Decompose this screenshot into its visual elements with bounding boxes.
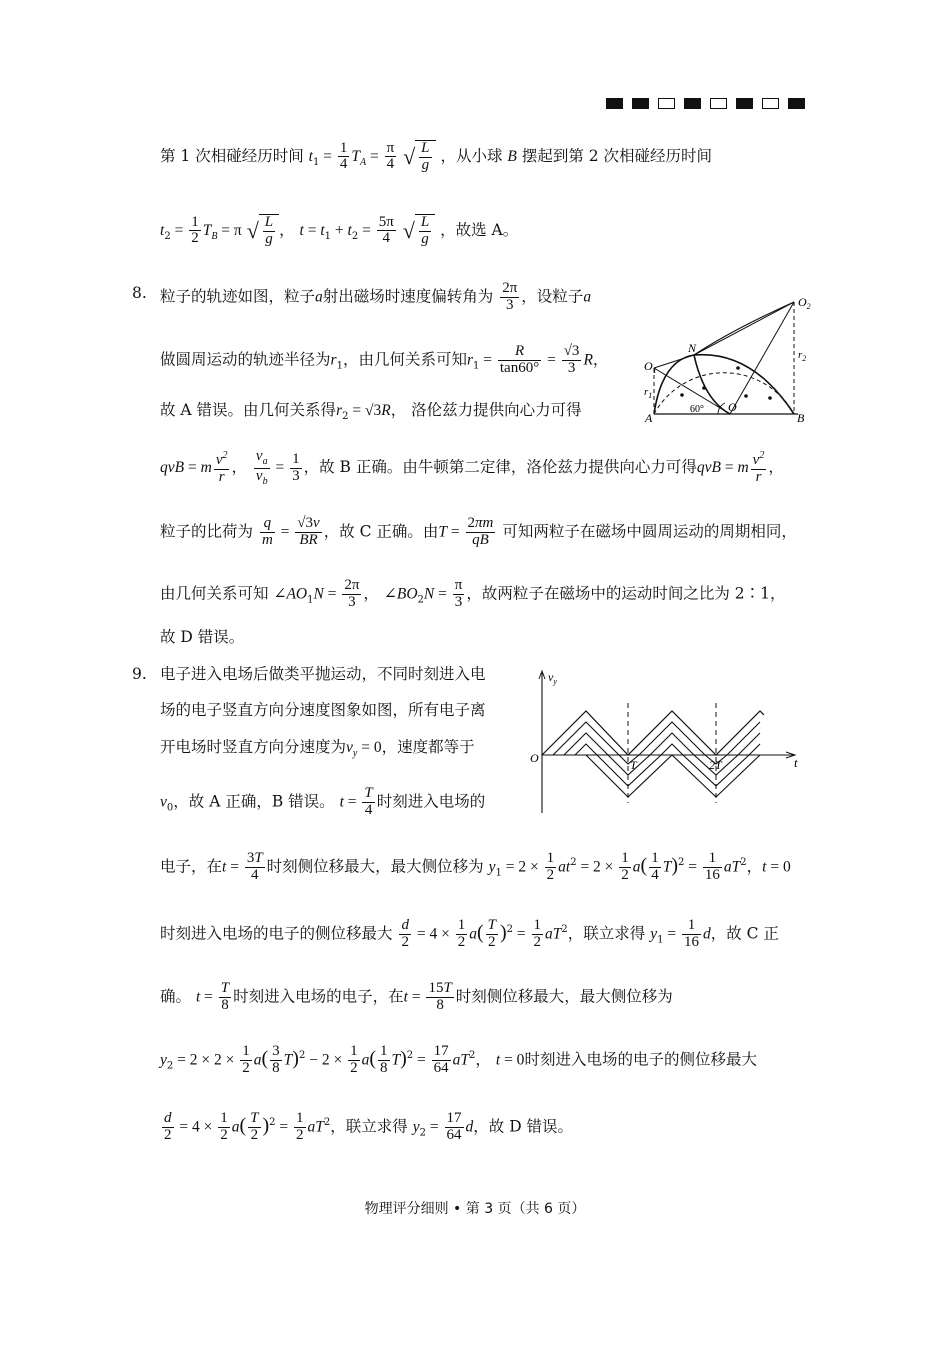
vy-graph — [528, 663, 808, 823]
svg-text:t: t — [794, 755, 798, 770]
text: 射出磁场时速度偏转角为 — [322, 287, 494, 306]
q9-line2: 场的电子竖直方向分速度图象如图，所有电子离 — [160, 701, 486, 719]
svg-text:r2: $r_2$ — [798, 349, 807, 363]
svg-text:r1: $r_1$ — [644, 386, 653, 400]
text: ，联立求得 — [567, 924, 646, 943]
text: 粒子的比荷为 — [160, 522, 254, 541]
text: ， — [475, 1050, 491, 1069]
text: ，故 D 错误。 — [473, 1117, 574, 1136]
svg-text:60°: 60° — [690, 404, 704, 415]
text: 时刻进入电场的电子的侧位移最大 — [524, 1050, 757, 1069]
q9-line4: $v_0$，故 A 正确，B 错误。 t = $\frac{T}{4}$ 时刻进入电场的 — [160, 785, 486, 818]
text: 时刻进入电场的电子，在 — [233, 987, 404, 1006]
text: 第 1 次相碰经历时间 — [160, 146, 304, 165]
text: 时刻进入电场的电子的侧位移最大 — [160, 924, 393, 943]
svg-text:O1: $O_1$ — [644, 359, 657, 375]
svg-text:O: O — [530, 751, 539, 765]
header-mark — [658, 98, 675, 109]
text: 电子，在 — [160, 857, 223, 876]
q8-line7: 故 D 错误。 — [160, 628, 245, 646]
svg-text:vy: $v_y$ — [548, 670, 557, 686]
text: 开电场时竖直方向分速度为 — [160, 738, 347, 756]
p7-line1: 第 1 次相碰经历时间 $t_1$ = $\frac{1}{4}$ $T_A$ = $\frac{\pi}{4}$ √ $\frac{L}{g}$ ，从小球 B 摆起到第 2 次相碰经历时间 — [160, 139, 713, 173]
svg-text:B: B — [797, 411, 805, 425]
header-mark — [762, 98, 779, 109]
svg-text:O2: $O_2$ — [798, 295, 811, 311]
text: ，由几何关系可知 — [342, 350, 467, 369]
q9-line8: $y_2 = 2 \times 2$ × $\frac{1}{2}$ a( $\frac{3}{8}$ T)$^2$ − 2 × $\frac{1}{2}$ a( $\frac{1}{8}$ T)$^2$ = $\frac{17}{64}$ $aT^2$， t = 0时刻进入电场的电子的侧位移最大 — [160, 1043, 757, 1076]
text: ，故 C 正 — [710, 924, 779, 943]
text: ，故 B 正确。由牛顿第二定律，洛伦兹力提供向心力可得 — [303, 458, 697, 476]
q8-line4: qvB = m $\frac{v^2}{r}$ ， $\frac{v_a}{v_b}$ = $\frac{1}{3}$ ，故 B 正确。由牛顿第二定律，洛伦兹力提供向心力可得qvB = m $\frac{v^2}{r}$ ， — [160, 448, 784, 487]
header-mark — [788, 98, 805, 109]
q9-line3: 开电场时竖直方向分速度为$v_y = 0$，速度都等于 — [160, 738, 475, 760]
q9-line6: 时刻进入电场的电子的侧位移最大 $\frac{d}{2}$ = 4 × $\frac{1}{2}$ a( $\frac{T}{2}$ )$^2$ = $\frac{1}{2}$ $aT^2$，联立求得 $y_1$ = $\frac{1}{16}$ d，故 C 正 — [160, 917, 779, 950]
header-mark — [684, 98, 701, 109]
header-marks — [606, 98, 805, 109]
text: 摆起到第 2 次相碰经历时间 — [521, 146, 713, 165]
text: 粒子的轨迹如图，粒子 — [160, 287, 316, 306]
header-mark — [710, 98, 727, 109]
svg-text:T: T — [630, 758, 637, 772]
text: 时刻进入电场的 — [376, 792, 486, 811]
text: 由几何关系可知 — [160, 584, 269, 603]
text: 可知两粒子在磁场中圆周运动的周期相同， — [502, 522, 797, 541]
text: 时刻侧位移最大，最大侧位移为 — [455, 987, 673, 1006]
q8-line5: 粒子的比荷为 $\frac{q}{m}$ = $\frac{√3v}{BR}$ ，故 C 正确。由T = $\frac{2\pi m}{qB}$ 可知两粒子在磁场中圆周运动的周期相同， — [160, 515, 797, 548]
text: ，联立求得 — [330, 1117, 408, 1136]
text: ，速度都等于 — [381, 738, 475, 756]
p7-line2: $t_2$ = $\frac{1}{2}$ $T_B = \pi$ √ $\frac{L}{g}$ ， $t = t_1 + t_2$ = $\frac{5\pi}{4}$ √ $\frac{L}{g}$ ，故选 A。 — [160, 213, 519, 247]
q8-line3: 故 A 错误。由几何关系得$r_2 = √3R$， 洛伦兹力提供向心力可得 — [160, 401, 582, 423]
header-mark — [632, 98, 649, 109]
q9-line1: 电子进入电场后做类平抛运动，不同时刻进入电 — [160, 665, 486, 683]
header-mark — [736, 98, 753, 109]
q8-line2: 做圆周运动的轨迹半径为$r_1$，由几何关系可知$r_1$ = $\frac{R}{\tan 60^\circ}$ = $\frac{√3}{3}$ R， — [160, 343, 609, 376]
svg-text:A: A — [645, 411, 653, 425]
svg-text:O: O — [728, 400, 737, 414]
q8-line6: 由几何关系可知 $\angle AO_1N$ = $\frac{2\pi}{3}$ ， $\angle BO_2N$ = $\frac{\pi}{3}$ ，故两粒子在磁场中的运动时间之比为 2∶1， — [160, 577, 786, 610]
text: 做圆周运动的轨迹半径为 — [160, 350, 331, 369]
q9-line9: $\frac{d}{2}$ = 4 × $\frac{1}{2}$ a( $\frac{T}{2}$ )$^2$ = $\frac{1}{2}$ $aT^2$，联立求得 $y_2$ = $\frac{17}{64}$ d，故 D 错误。 — [164, 1110, 574, 1143]
text: ，故选 A。 — [440, 220, 519, 239]
q9-line7: 确。 t = $\frac{T}{8}$ 时刻进入电场的电子，在t = $\frac{15T}{8}$ 时刻侧位移最大，最大侧位移为 — [160, 980, 673, 1013]
q9-line5: 电子，在t = $\frac{3T}{4}$ 时刻侧位移最大，最大侧位移为 $y_1 = 2$ × $\frac{1}{2}$ $at^2 = 2$ × $\frac{1}{2}$ a( $\frac{1}{4}$ T)$^2$ = $\frac{1}{16}$ $aT^2$，t = 0 — [160, 850, 791, 883]
q8-line1: 粒子的轨迹如图，粒子a射出磁场时速度偏转角为 $\frac{2\pi}{3}$ ，设粒子a — [160, 280, 592, 313]
text: 故 A 错误。由几何关系得 — [160, 401, 337, 419]
header-mark — [606, 98, 623, 109]
text: ， 洛伦兹力提供向心力可得 — [390, 401, 582, 419]
text: ，故 A 正确，B 错误。 — [173, 792, 335, 811]
text: 确。 — [160, 987, 192, 1006]
text: ，故 C 正确。由 — [323, 522, 439, 541]
q8-number: 8. — [132, 284, 147, 302]
text: ，从小球 — [440, 146, 503, 165]
text: 时刻侧位移最大，最大侧位移为 — [266, 857, 484, 876]
page-footer: 物理评分细则 • 第 3 页（共 6 页） — [364, 1201, 586, 1217]
svg-text:N: N — [688, 341, 697, 355]
q9-number: 9. — [132, 665, 147, 683]
magnetic-field-figure — [642, 290, 822, 426]
svg-text:2T: 2T — [709, 758, 722, 772]
text: ，故两粒子在磁场中的运动时间之比为 2∶1， — [466, 584, 786, 603]
text: ，设粒子 — [521, 287, 584, 306]
